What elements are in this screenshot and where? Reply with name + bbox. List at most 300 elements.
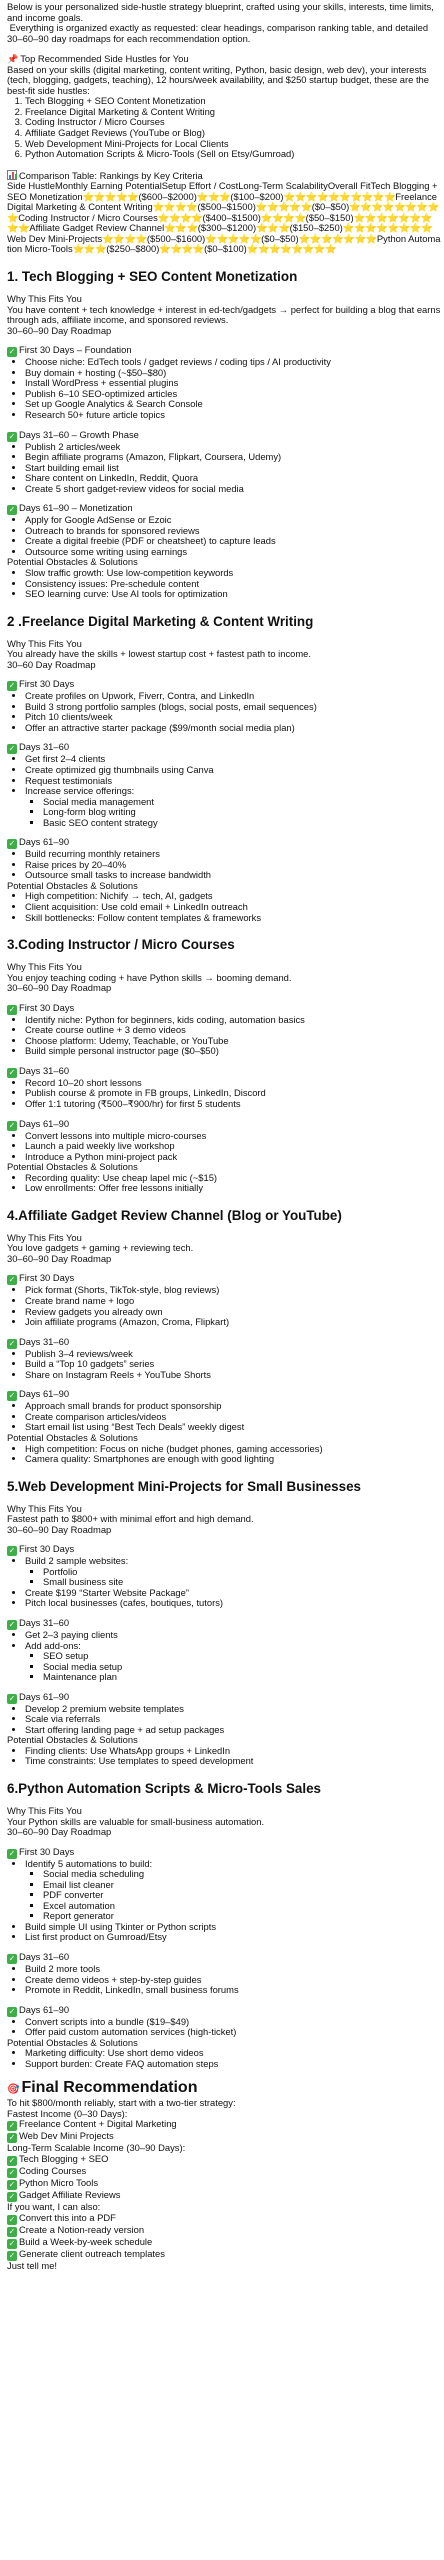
roadmap-phase — [7, 1273, 441, 1327]
check-mark-icon: ✓ — [8, 2006, 16, 2016]
phase-label-text: Days 31–60 — [19, 1616, 70, 1628]
why-text: Your Python skills are valuable for small-business automation. — [7, 1815, 265, 1827]
phase-item-text: Raise prices by 20–40% — [25, 858, 127, 870]
phase-label-text: Days 31–60 — [19, 1951, 70, 1962]
top-list-item: 3. Coding Instructor / Micro Courses — [25, 117, 441, 128]
obstacle-item: • Slow traffic growth: Use low-competition keywords — [25, 568, 441, 579]
row-name: Coding Instructor / Micro Courses — [18, 211, 158, 223]
top-list-item: 6. Python Automation Scripts & Micro-Tools (Sell on Etsy/Gumroad) — [25, 149, 441, 160]
roadmap-phase — [7, 837, 441, 881]
roadmap-phase — [7, 1952, 441, 1996]
phase-item-text: Pitch local businesses (cafes, boutiques, tutors) — [25, 1597, 224, 1609]
phase-item-text: Set up Google Analytics & Search Console — [25, 398, 203, 410]
rating-stars: ⭐⭐⭐⭐ — [152, 201, 198, 213]
obstacles-list — [7, 2048, 441, 2069]
phase-item-text: Develop 2 premium website templates — [25, 1702, 184, 1714]
phase-item-text: Get 2–3 paying clients — [25, 1628, 118, 1640]
check-mark-icon: ✓ — [8, 1693, 16, 1703]
why-text: You already have the skills + lowest startup cost + fastest path to income. — [7, 648, 311, 660]
hustle-section — [7, 1208, 441, 1465]
phase-item-text: Install WordPress + essential plugins — [25, 377, 179, 389]
phase-subitem: ▪ Long-form blog writing — [43, 807, 441, 818]
rating-stars: ⭐⭐⭐⭐⭐ — [205, 232, 262, 244]
want-label: If you want, I can also: — [7, 2201, 101, 2213]
phase-item-text: Outsource small tasks to increase bandwidth — [25, 869, 212, 881]
roadmap-phase — [7, 1847, 441, 1943]
roadmap-label: 30–60 Day Roadmap — [7, 658, 96, 670]
phase-item-text: Convert lessons into multiple micro-courses — [25, 1129, 207, 1141]
obstacles-label: Potential Obstacles & Solutions — [7, 879, 138, 891]
phase-item-text: Begin affiliate programs (Amazon, Flipkart, Coursera, Udemy) — [25, 451, 282, 463]
check-mark-icon: ✓ — [8, 1120, 16, 1130]
phase-item — [25, 410, 441, 421]
obstacles-list — [7, 568, 441, 600]
phase-subitem: ▪ SEO setup — [43, 1651, 441, 1662]
phase-subitem: ▪ Excel automation — [43, 1901, 441, 1912]
phase-item-text: Start building email list — [25, 461, 119, 473]
top-list-item: 1. Tech Blogging + SEO Content Monetization — [25, 96, 441, 107]
obstacles-list — [7, 1173, 441, 1194]
final-check-item-text: Tech Blogging + SEO — [19, 2153, 109, 2165]
phase-item-text: Approach small brands for product sponsorship — [25, 1400, 222, 1412]
check-mark-icon: ✓ — [8, 2192, 16, 2202]
rating-stars: ⭐⭐⭐ — [196, 190, 231, 202]
check-mark-icon: ✓ — [8, 1067, 16, 1077]
top-list — [7, 96, 441, 159]
final-check-item-text: Build a Week-by-week schedule — [19, 2235, 153, 2247]
roadmap-phase — [7, 679, 441, 733]
hustle-section — [7, 1781, 441, 2069]
phase-item-text: Build a “Top 10 gadgets” series — [25, 1358, 155, 1370]
phase-item-text: Apply for Google AdSense or Ezoic — [25, 514, 172, 526]
phase-item — [25, 1985, 441, 1996]
phase-item — [25, 1370, 441, 1381]
check-mark-icon: ✓ — [8, 1275, 16, 1285]
phase-items — [7, 1630, 441, 1683]
hustle-section — [7, 1479, 441, 1767]
row-setup: ($50–$150) — [305, 211, 354, 223]
phase-subitem: ▪ PDF converter — [43, 1890, 441, 1901]
phase-item-text: Choose platform: Udemy, Teachable, or YouTube — [25, 1034, 229, 1046]
row-setup: ($100–$200) — [230, 190, 284, 202]
phase-item-text: Pitch 10 clients/week — [25, 711, 113, 723]
phase-items — [7, 1015, 441, 1057]
rating-stars: ⭐⭐⭐⭐ — [246, 243, 292, 255]
phase-item-text: Research 50+ future article topics — [25, 408, 165, 420]
final-recommendation — [7, 2079, 441, 2271]
phase-item-text: Offer 1:1 tutoring (₹500–₹900/hr) for first 5 students — [25, 1098, 241, 1110]
obstacle-item: • Skill bottlenecks: Follow content templates & frameworks — [25, 913, 441, 924]
fastest-list — [7, 2119, 441, 2143]
phase-item — [25, 1046, 441, 1057]
row-setup: ($0–$100) — [204, 243, 247, 255]
final-check-item-text: Generate client outreach templates — [19, 2247, 165, 2259]
fastest-label: Fastest Income (0–30 Days): — [7, 2107, 128, 2119]
scalable-list — [7, 2154, 441, 2202]
why-label: Why This Fits You — [7, 1502, 82, 1514]
phase-label-text: Days 31–60 — [19, 741, 70, 753]
phase-item-text: Choose niche: EdTech tools / gadget reviews / coding tips / AI productivity — [25, 356, 331, 368]
obstacle-item: • High competition: Focus on niche (budget phones, gaming accessories) — [25, 1444, 441, 1455]
target-icon: 🎯 — [7, 2084, 20, 2096]
phase-label-text: Days 61–90 — [19, 1690, 70, 1702]
phase-item-text: Pick format (Shorts, TikTok-style, blog reviews) — [25, 1284, 220, 1296]
check-mark-icon: ✓ — [8, 2226, 16, 2236]
rating-stars: ⭐⭐⭐ — [164, 222, 198, 234]
row-setup: ($0–$50) — [261, 232, 299, 244]
row-earning: ($600–$2000) — [138, 190, 197, 202]
want-list — [7, 2213, 441, 2261]
phase-items — [7, 754, 441, 828]
rating-stars: ⭐⭐⭐ — [72, 243, 107, 255]
phase-subitem: ▪ Portfolio — [43, 1567, 441, 1578]
obstacles-label: Potential Obstacles & Solutions — [7, 1161, 138, 1173]
obstacle-item: • Consistency issues: Pre-schedule content — [25, 579, 441, 590]
obstacles-list — [7, 1746, 441, 1767]
phase-item-text: Review gadgets you already own — [25, 1305, 163, 1317]
top-list-item: 5. Web Development Mini-Projects for Local Clients — [25, 139, 441, 150]
phase-item-text: Create optimized gig thumbnails using Canva — [25, 763, 214, 775]
phase-item — [25, 1630, 441, 1641]
row-earning: ($400–$1500) — [202, 211, 261, 223]
phase-items — [7, 515, 441, 557]
phase-items — [7, 1556, 441, 1609]
phase-item-text: Offer paid custom automation services (high-ticket) — [25, 2026, 237, 2038]
phase-item-text: Join affiliate programs (Amazon, Croma, Flipkart) — [25, 1316, 230, 1328]
section-title: 4.Affiliate Gadget Review Channel (Blog or YouTube) — [7, 1207, 342, 1223]
phase-item-text: Identify 5 automations to build: — [25, 1857, 153, 1869]
check-mark-icon: ✓ — [8, 681, 16, 691]
final-check-item — [7, 2249, 441, 2261]
final-check-item-text: Coding Courses — [19, 2165, 87, 2177]
final-intro: To hit $800/month reliably, start with a two-tier strategy: — [7, 2097, 236, 2109]
phase-item — [25, 786, 441, 828]
obstacle-item: • Camera quality: Smartphones are enough with good lighting — [25, 1454, 441, 1465]
phase-subitems — [25, 1651, 441, 1683]
final-check-item-text: Gadget Affiliate Reviews — [19, 2189, 121, 2201]
check-mark-icon: ✓ — [8, 1848, 16, 1858]
phase-item-text: Increase service offerings: — [25, 785, 135, 797]
top-recommendations — [7, 54, 441, 159]
rating-stars: ⭐⭐⭐⭐⭐ — [82, 190, 139, 202]
rating-stars: ⭐⭐⭐⭐ — [7, 211, 432, 234]
phase-items — [7, 1285, 441, 1327]
roadmap-phase — [7, 1003, 441, 1057]
intro-line-2 — [7, 23, 441, 44]
rating-stars: ⭐⭐⭐⭐ — [332, 232, 377, 244]
phase-item-text: Create comparison articles/videos — [25, 1410, 167, 1422]
section-title: 3.Coding Instructor / Micro Courses — [7, 937, 235, 953]
phase-items — [7, 849, 441, 881]
obstacle-item: • High competition: Nichify → tech, AI, gadgets — [25, 891, 441, 902]
top-heading-text: Top Recommended Side Hustles for You — [20, 53, 189, 65]
phase-subitems — [25, 1869, 441, 1922]
roadmap-phase — [7, 1066, 441, 1110]
roadmap-phase — [7, 430, 441, 495]
roadmap-phase — [7, 2005, 441, 2038]
hustle-section — [7, 614, 441, 923]
phase-item — [25, 723, 441, 734]
roadmap-label: 30–60–90 Day Roadmap — [7, 982, 112, 994]
roadmap-phase — [7, 1337, 441, 1381]
why-text: You enjoy teaching coding + have Python skills → booming demand. — [7, 971, 292, 983]
phase-label-text: Days 61–90 — [19, 836, 70, 848]
row-setup: ($150–$250) — [289, 222, 343, 234]
phase-item-text: Get first 2–4 clients — [25, 753, 106, 765]
check-mark-icon: ✓ — [8, 744, 16, 754]
rating-stars: ⭐⭐⭐⭐ — [159, 243, 205, 255]
roadmap-phase — [7, 1119, 441, 1163]
check-mark-icon: ✓ — [8, 2250, 16, 2260]
why-label: Why This Fits You — [7, 961, 82, 973]
phase-item-text: Publish 3–4 reviews/week — [25, 1347, 133, 1359]
row-name: Tech Blogging + SEO Monetization — [7, 180, 438, 202]
phase-label-text: Days 61–90 — [19, 1388, 70, 1400]
sections — [7, 269, 441, 2069]
rating-stars: ⭐⭐⭐⭐ — [349, 201, 394, 213]
why-label: Why This Fits You — [7, 637, 82, 649]
phase-item-text: Create a digital freebie (PDF or cheatsheet) to capture leads — [25, 535, 276, 547]
section-title: 5.Web Development Mini-Projects for Small Businesses — [7, 1478, 361, 1494]
phase-subitem: ▪ Small business site — [43, 1577, 441, 1588]
roadmap-phase — [7, 1544, 441, 1609]
phase-subitem: ▪ Social media setup — [43, 1662, 441, 1673]
intro-line-1: Below is your personalized side-hustle strategy blueprint, crafted using your skills, interests, time limits, and income goals. — [7, 1, 434, 23]
rating-stars: ⭐⭐⭐⭐ — [102, 232, 147, 244]
section-title: 2 .Freelance Digital Marketing & Content Writing — [7, 613, 314, 629]
phase-item-text: Create course outline + 3 demo videos — [25, 1024, 186, 1036]
phase-subitem: ▪ Maintenance plan — [43, 1672, 441, 1683]
obstacle-item: • Client acquisition: Use cold email + LinkedIn outreach — [25, 902, 441, 913]
row-earning: ($500–$1500) — [197, 201, 256, 213]
phase-item — [25, 1598, 441, 1609]
phase-item-text: Create brand name + logo — [25, 1295, 135, 1307]
phase-subitem: ▪ Report generator — [43, 1911, 441, 1922]
check-mark-icon: ✓ — [8, 2121, 16, 2131]
obstacles-list — [7, 891, 441, 923]
phase-item-text: Offer an attractive starter package ($99/month social media plan) — [25, 721, 295, 733]
comparison-table-body — [7, 181, 441, 255]
phase-item-text: Publish 6–10 SEO-optimized articles — [25, 387, 178, 399]
comparison-row — [7, 233, 377, 244]
roadmap-label: 30–60–90 Day Roadmap — [7, 1523, 112, 1535]
phase-items — [7, 2017, 441, 2038]
row-setup: ($0–$50) — [311, 201, 350, 213]
hustle-section — [7, 269, 441, 600]
phase-item-text: Introduce a Python mini-project pack — [25, 1150, 178, 1162]
check-mark-icon: ✓ — [8, 1619, 16, 1629]
check-mark-icon: ✓ — [8, 1954, 16, 1963]
final-check-item-text: Freelance Content + Digital Marketing — [19, 2118, 177, 2130]
phase-items — [7, 1078, 441, 1110]
phase-item — [25, 1099, 441, 1110]
phase-item — [25, 1556, 441, 1588]
rating-stars: ⭐⭐⭐⭐ — [342, 222, 388, 234]
phase-item-text: Create 5 short gadget-review videos for social media — [25, 482, 244, 494]
phase-item-text: Buy domain + hosting (~$50–$80) — [25, 366, 167, 378]
phase-items — [7, 1704, 441, 1736]
rating-stars: ⭐⭐⭐ — [298, 232, 333, 244]
phase-item-text: Identify niche: Python for beginners, kids coding, automation basics — [25, 1013, 305, 1025]
obstacles-list — [7, 1444, 441, 1465]
phase-subitems — [25, 797, 441, 829]
phase-label-text: Days 31–60 – Growth Phase — [19, 428, 139, 440]
rating-stars: ⭐⭐⭐⭐⭐ — [283, 190, 340, 202]
rating-stars: ⭐⭐⭐⭐ — [291, 243, 337, 255]
table-header-text: Side HustleMonthly Earning PotentialSetup Effort / CostLong-Term ScalabilityOverall Fit — [7, 180, 371, 192]
phase-item — [25, 1317, 441, 1328]
phase-item-text: Promote in Reddit, LinkedIn, small business forums — [25, 1984, 239, 1996]
phase-item-text: Build simple personal instructor page ($0–$50) — [25, 1045, 219, 1057]
phase-label-text: Days 31–60 — [19, 1064, 70, 1076]
phase-item — [25, 1859, 441, 1922]
obstacle-item: • Support burden: Create FAQ automation steps — [25, 2059, 441, 2070]
check-mark-icon: ✓ — [8, 1338, 16, 1348]
obstacles-label: Potential Obstacles & Solutions — [7, 556, 138, 568]
phase-label-text: First 30 Days — [19, 1845, 75, 1857]
phase-items — [7, 1401, 441, 1433]
phase-items — [7, 691, 441, 733]
check-mark-icon: ✓ — [8, 2214, 16, 2224]
roadmap-phase — [7, 1389, 441, 1433]
row-earning: ($300–$1200) — [197, 222, 257, 234]
phase-subitems — [25, 1567, 441, 1588]
why-label: Why This Fits You — [7, 1804, 82, 1816]
top-list-item: 2. Freelance Digital Marketing & Content Writing — [25, 107, 441, 118]
phase-item-text: Launch a paid weekly live workshop — [25, 1140, 175, 1152]
phase-item-text: Share on Instagram Reels + YouTube Shorts — [25, 1368, 211, 1380]
phase-item-text: Start offering landing page + ad setup packages — [25, 1723, 225, 1735]
phase-items — [7, 1859, 441, 1943]
phase-label-text: Days 61–90 — [19, 2003, 70, 2015]
phase-items — [7, 357, 441, 420]
phase-item-text: Request testimonials — [25, 774, 113, 786]
top-list-item: 4. Affiliate Gadget Reviews (YouTube or Blog) — [25, 128, 441, 139]
obstacles-label: Potential Obstacles & Solutions — [7, 1734, 138, 1746]
hustle-section — [7, 937, 441, 1194]
obstacles-label: Potential Obstacles & Solutions — [7, 1431, 138, 1443]
phase-subitem: ▪ Social media management — [43, 797, 441, 808]
rating-stars: ⭐⭐⭐ — [256, 222, 290, 234]
check-mark-icon: ✓ — [8, 505, 16, 515]
check-mark-icon: ✓ — [8, 2238, 16, 2248]
roadmap-phase — [7, 1692, 441, 1736]
row-earning: ($500–$1600) — [146, 232, 206, 244]
check-mark-icon: ✓ — [8, 1391, 16, 1401]
final-title-text: Final Recommendation — [21, 2079, 198, 2097]
phase-items — [7, 1964, 441, 1996]
comparison-row — [29, 222, 432, 233]
obstacle-item: • Marketing difficulty: Use short demo videos — [25, 2048, 441, 2059]
comparison-heading-text: Comparison Table: Rankings by Key Criteria — [19, 169, 203, 181]
phase-label-text: First 30 Days – Foundation — [19, 344, 132, 356]
phase-items — [7, 1349, 441, 1381]
phase-label-text: First 30 Days — [19, 678, 75, 690]
row-earning: ($250–$800) — [106, 243, 160, 255]
roadmap-phase — [7, 503, 441, 557]
roadmap-label: 30–60–90 Day Roadmap — [7, 1826, 112, 1838]
phase-subitem: ▪ Email list cleaner — [43, 1880, 441, 1891]
rating-stars: ⭐⭐⭐⭐⭐ — [7, 201, 439, 223]
final-check-item-text: Convert this into a PDF — [19, 2211, 116, 2223]
phase-item-text: Build 2 more tools — [25, 1963, 101, 1974]
obstacle-item: • SEO learning curve: Use AI tools for optimization — [25, 589, 441, 600]
closing-text: Just tell me! — [7, 2259, 58, 2271]
pushpin-icon: 📌 — [7, 54, 19, 65]
phase-label-text: Days 31–60 — [19, 1335, 70, 1347]
roadmap-phase — [7, 1618, 441, 1683]
phase-item-text: Create profiles on Upwork, Fiverr, Contra, and LinkedIn — [25, 690, 255, 702]
final-check-item-text: Create a Notion-ready version — [19, 2223, 145, 2235]
check-mark-icon: ✓ — [8, 2156, 16, 2166]
obstacle-item: • Finding clients: Use WhatsApp groups + LinkedIn — [25, 1746, 441, 1757]
scalable-label: Long-Term Scalable Income (30–90 Days): — [7, 2142, 186, 2154]
obstacles-label: Potential Obstacles & Solutions — [7, 2036, 138, 2048]
phase-item-text: Add add-ons: — [25, 1639, 81, 1651]
phase-item-text: Outreach to brands for sponsored reviews — [25, 524, 200, 536]
check-mark-icon: ✓ — [8, 2133, 16, 2143]
phase-item-text: Record 10–20 short lessons — [25, 1076, 142, 1088]
check-mark-icon: ✓ — [8, 1004, 16, 1014]
phase-item-text: Build 3 strong portfolio samples (blogs, social posts, email sequences) — [25, 700, 317, 712]
row-name: Freelance Digital Marketing & Content Writing — [7, 190, 437, 213]
top-intro: Based on your skills (digital marketing, content writing, Python, basic design, web dev), your interests (tech, blogging, gadgets, teaching), 12 hours/week availability, and $250 startup budget, these are the best-fit side hustles: — [7, 63, 429, 96]
phase-label-text: Days 61–90 – Monetization — [19, 502, 133, 514]
phase-item — [25, 1932, 441, 1943]
final-title — [7, 2079, 441, 2098]
row-name: Python Automation Micro-Tools — [7, 232, 441, 255]
obstacle-item: • Recording quality: Use cheap lapel mic (~$15) — [25, 1173, 441, 1184]
intro-line-2-text: Everything is organized exactly as requested: clear headings, comparison ranking table, and detailed 30–60–90 day roadmaps for each recommendation option. — [7, 22, 429, 44]
rating-stars: ⭐⭐⭐⭐ — [387, 222, 433, 234]
phase-item-text: Convert scripts into a bundle ($19–$49) — [25, 2015, 190, 2027]
why-label: Why This Fits You — [7, 293, 82, 305]
roadmap-label: 30–60–90 Day Roadmap — [7, 1252, 112, 1264]
phase-subitem: ▪ Basic SEO content strategy — [43, 818, 441, 829]
phase-item-text: Outsource some writing using earnings — [25, 545, 188, 557]
check-mark-icon: ✓ — [8, 431, 16, 441]
comparison-table — [7, 170, 441, 255]
obstacle-item: • Time constraints: Use templates to speed development — [25, 1756, 441, 1767]
phase-item-text: Start email list using “Best Tech Deals” weekly digest — [25, 1421, 245, 1433]
why-text: Fastest path to $800+ with minimal effort and high demand. — [7, 1513, 254, 1525]
roadmap-phase — [7, 345, 441, 420]
phase-subitem: ▪ Social media scheduling — [43, 1869, 441, 1880]
rating-stars: ⭐⭐⭐⭐⭐ — [339, 190, 396, 202]
phase-item-text: Publish 2 articles/week — [25, 440, 121, 452]
final-check-item-text: Python Micro Tools — [19, 2177, 99, 2189]
check-mark-icon: ✓ — [8, 1546, 16, 1556]
check-mark-icon: ✓ — [8, 2168, 16, 2178]
phase-item-text: List first product on Gumroad/Etsy — [25, 1931, 167, 1943]
why-label: Why This Fits You — [7, 1231, 82, 1243]
check-mark-icon: ✓ — [8, 347, 16, 357]
phase-items — [7, 442, 441, 495]
check-mark-icon: ✓ — [8, 839, 16, 849]
phase-label-text: First 30 Days — [19, 1001, 75, 1013]
rating-stars: ⭐⭐⭐⭐⭐ — [353, 211, 410, 223]
phase-item — [25, 484, 441, 495]
check-mark-icon: ✓ — [8, 2180, 16, 2190]
phase-label-text: First 30 Days — [19, 1272, 75, 1284]
phase-item-text: Build 2 sample websites: — [25, 1555, 129, 1567]
phase-item-text: Share content on LinkedIn, Reddit, Quora — [25, 472, 199, 484]
obstacle-item: • Low enrollments: Offer free lessons initially — [25, 1183, 441, 1194]
phase-item — [25, 1641, 441, 1683]
bar-chart-icon — [7, 170, 17, 180]
intro — [7, 2, 441, 44]
row-name: Affiliate Gadget Review Channel — [29, 222, 165, 234]
